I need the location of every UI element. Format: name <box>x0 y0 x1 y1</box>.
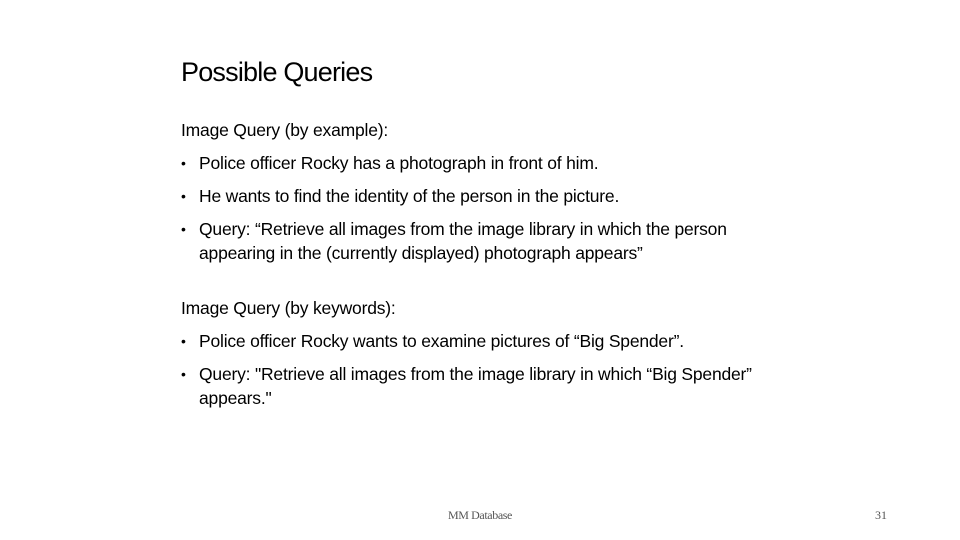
list-item <box>181 362 799 410</box>
bullet-list-by-keywords <box>181 329 801 410</box>
section-heading-by-example: Image Query (by example): <box>181 120 389 140</box>
bullet-text: Police officer Rocky wants to examine pictures of “Big Spender”. <box>199 331 684 351</box>
bullet-icon: • <box>181 333 186 349</box>
bullet-text: Query: “Retrieve all images from the image library in which the person appearing in the (currently displayed) photograph appears” <box>199 219 727 263</box>
bullet-icon: • <box>181 188 186 204</box>
bullet-text: Query: "Retrieve all images from the image library in which “Big Spender” appears." <box>199 364 752 408</box>
page-number: 31 <box>875 508 887 522</box>
slide-content <box>181 118 801 419</box>
bullet-icon: • <box>181 221 186 237</box>
slide-title: Possible Queries <box>181 57 373 87</box>
bullet-text: He wants to find the identity of the person in the picture. <box>199 186 620 206</box>
list-item <box>181 184 801 208</box>
section-heading-by-keywords: Image Query (by keywords): <box>181 298 396 318</box>
list-item <box>181 151 801 175</box>
bullet-icon: • <box>181 155 186 171</box>
section-spacer <box>181 274 801 296</box>
list-item <box>181 217 771 265</box>
list-item <box>181 329 801 353</box>
bullet-list-by-example <box>181 151 801 265</box>
bullet-icon: • <box>181 366 186 382</box>
footer-label: MM Database <box>448 508 512 522</box>
bullet-text: Police officer Rocky has a photograph in front of him. <box>199 153 599 173</box>
